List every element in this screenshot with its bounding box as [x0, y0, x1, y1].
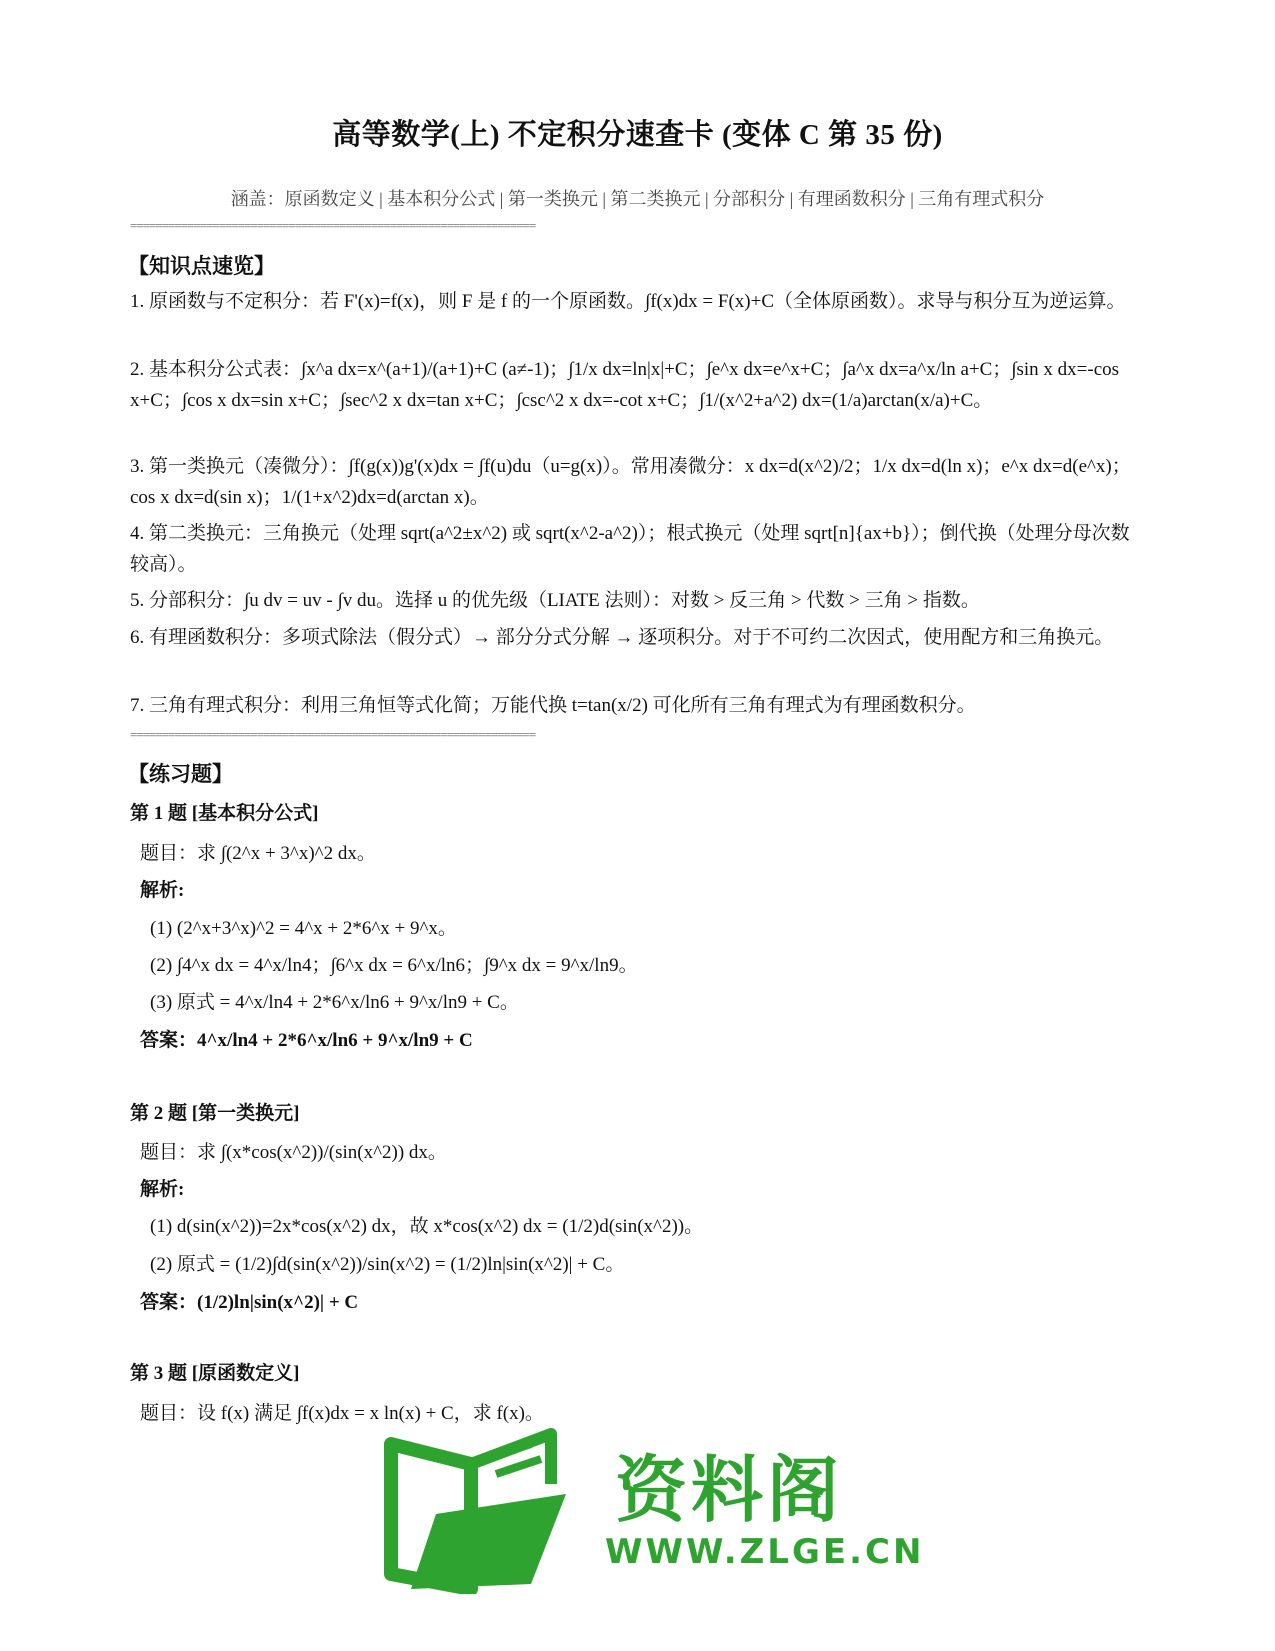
question-3-title: 第 3 题 [原函数定义] — [130, 1363, 300, 1384]
knowledge-item-3: 3. 第一类换元（凑微分）：∫f(g(x))g'(x)dx = ∫f(u)du（u=g(x)）。常用凑微分：x dx=d(x^2)/2；1/x dx=d(ln x)；e^x dx=d(e^x)；cos x dx=d(sin x)；1/(1+x^2)dx=d(arctan x)。 — [130, 456, 1131, 508]
question-1-text: 题目：求 ∫(2^x + 3^x)^2 dx。 — [140, 843, 376, 864]
question-1-step-3: (3) 原式 = 4^x/ln4 + 2*6^x/ln6 + 9^x/ln9 + C。 — [150, 992, 519, 1013]
practice-heading: 【练习题】 — [128, 762, 233, 786]
question-1-title: 第 1 题 [基本积分公式] — [130, 803, 319, 824]
question-2-analysis-label: 解析: — [140, 1179, 185, 1200]
question-3-text: 题目：设 f(x) 满足 ∫f(x)dx = x ln(x) + C，求 f(x)。 — [140, 1403, 544, 1424]
question-2-text: 题目：求 ∫(x*cos(x^2))/(sin(x^2)) dx。 — [140, 1142, 447, 1163]
question-2-step-1: (1) d(sin(x^2))=2x*cos(x^2) dx，故 x*cos(x^2) dx = (1/2)d(sin(x^2))。 — [150, 1216, 704, 1237]
page-subtitle: 涵盖：原函数定义 | 基本积分公式 | 第一类换元 | 第二类换元 | 分部积分 | 有理函数积分 | 三角有理式积分 — [230, 189, 1045, 209]
page-title: 高等数学(上) 不定积分速查卡 (变体 C 第 35 份) — [332, 119, 943, 151]
question-2-answer: 答案：(1/2)ln|sin(x^2)| + C — [140, 1292, 359, 1313]
knowledge-item-5: 5. 分部积分：∫u dv = uv - ∫v du。选择 u 的优先级（LIATE 法则）：对数 > 反三角 > 代数 > 三角 > 指数。 — [130, 590, 980, 611]
separator-top: ================================================================ — [130, 218, 536, 233]
separator-mid: ================================================================ — [130, 727, 536, 742]
watermark-logo — [395, 1440, 925, 1630]
watermark-name: 资料阁 — [615, 1448, 844, 1532]
book-folder-icon — [381, 1424, 581, 1594]
question-1-step-2: (2) ∫4^x dx = 4^x/ln4；∫6^x dx = 6^x/ln6；∫9^x dx = 9^x/ln9。 — [150, 955, 638, 976]
question-1-answer: 答案：4^x/ln4 + 2*6^x/ln6 + 9^x/ln9 + C — [140, 1030, 473, 1051]
watermark-url: WWW.ZLGE.CN — [605, 1532, 925, 1572]
knowledge-item-6: 6. 有理函数积分：多项式除法（假分式）→ 部分分式分解 → 逐项积分。对于不可约二次因式，使用配方和三角换元。 — [130, 627, 1114, 648]
knowledge-item-7: 7. 三角有理式积分：利用三角恒等式化简；万能代换 t=tan(x/2) 可化所有三角有理式为有理函数积分。 — [130, 695, 976, 716]
knowledge-item-2: 2. 基本积分公式表：∫x^a dx=x^(a+1)/(a+1)+C (a≠-1)；∫1/x dx=ln|x|+C；∫e^x dx=e^x+C；∫a^x dx=a^x/ln a+C；∫sin x dx=-cos x+C；∫cos x dx=sin x+C；∫sec^2 x dx=tan x+C；∫csc^2 x dx=-cot x+C；∫1/(x^2+a^2) dx=(1/a)arctan(x/a)+C。 — [130, 359, 1120, 411]
knowledge-item-4: 4. 第二类换元：三角换元（处理 sqrt(a^2±x^2) 或 sqrt(x^2-a^2)）；根式换元（处理 sqrt[n]{ax+b}）；倒代换（处理分母次数较高）。 — [130, 523, 1130, 575]
question-2-step-2: (2) 原式 = (1/2)∫d(sin(x^2))/sin(x^2) = (1/2)ln|sin(x^2)| + C。 — [150, 1254, 625, 1275]
question-1-step-1: (1) (2^x+3^x)^2 = 4^x + 2*6^x + 9^x。 — [150, 918, 457, 939]
knowledge-heading: 【知识点速览】 — [128, 254, 275, 278]
knowledge-item-1: 1. 原函数与不定积分：若 F'(x)=f(x)，则 F 是 f 的一个原函数。∫f(x)dx = F(x)+C（全体原函数）。求导与积分互为逆运算。 — [130, 291, 1126, 312]
question-2-title: 第 2 题 [第一类换元] — [130, 1103, 300, 1124]
question-1-analysis-label: 解析: — [140, 880, 185, 901]
